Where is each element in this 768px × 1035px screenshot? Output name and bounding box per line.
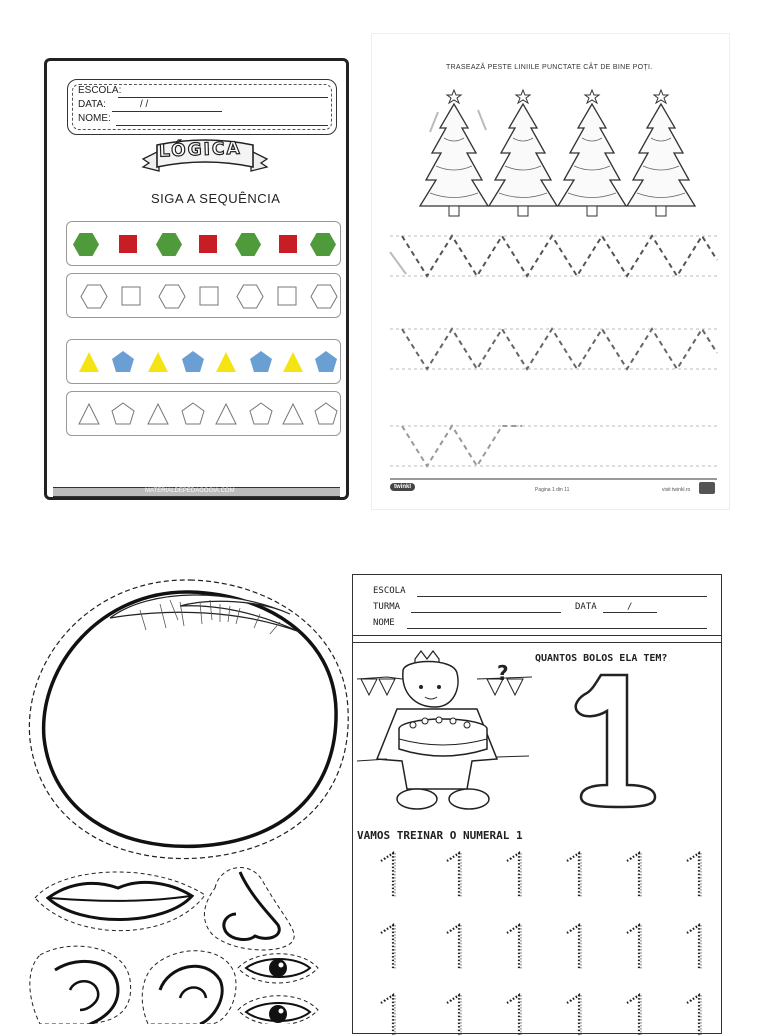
question: QUANTOS BOLOS ELA TEM?	[535, 653, 668, 664]
sequence-row-outline-1	[66, 273, 341, 318]
blue-pentagon	[250, 351, 272, 372]
sequence-row-colored-1	[66, 221, 341, 266]
green-hexagon	[156, 233, 182, 256]
nome-label: NOME:	[78, 113, 111, 124]
ear-left	[30, 946, 131, 1024]
yellow-triangle	[148, 352, 168, 372]
outline-square	[122, 287, 140, 305]
question-mark: ?	[497, 661, 509, 685]
eye-top	[238, 954, 318, 983]
numeral-tracing-grid	[353, 845, 721, 1035]
nome-label: NOME	[373, 618, 395, 628]
blue-pentagon	[182, 351, 204, 372]
christmas-trees	[402, 84, 712, 219]
nose	[204, 868, 294, 950]
escola-label: ESCOLA:	[78, 85, 122, 96]
face-cutout-sheet	[0, 570, 350, 1024]
numeral-worksheet: ESCOLA TURMA DATA / NOME QUANTOS BOLOS ELA TEM? ? VAMOS TREINAR O NUMERAL 1	[352, 574, 722, 1034]
big-numeral-1	[569, 667, 669, 812]
escola-label: ESCOLA	[373, 586, 406, 596]
outline-square	[200, 287, 218, 305]
student-info-box	[67, 79, 337, 135]
outline-hexagon	[311, 285, 337, 308]
sequence-row-colored-2	[66, 339, 341, 384]
red-square	[119, 235, 137, 253]
banner-title: LÓGICA	[158, 138, 242, 162]
data-slashes: / /	[140, 99, 149, 110]
eye-bottom	[238, 996, 318, 1024]
red-square	[279, 235, 297, 253]
blue-pentagon	[112, 351, 134, 372]
ear-right	[142, 951, 236, 1024]
tracing-title: TRASEAZĂ PESTE LINIILE PUNCTATE CÂT DE BINE POȚI.	[446, 64, 653, 71]
yellow-triangle	[216, 352, 236, 372]
site-text: visit twinkl.ro	[662, 487, 691, 493]
yellow-triangle	[283, 352, 303, 372]
outline-square	[278, 287, 296, 305]
tracing-zigzags	[372, 214, 731, 504]
face-outline	[29, 580, 348, 859]
green-hexagon	[73, 233, 99, 256]
sequence-row-outline-2	[66, 391, 341, 436]
green-hexagon	[235, 233, 261, 256]
outline-hexagon	[159, 285, 185, 308]
page-number: Pagina 1 din 11	[535, 487, 570, 493]
blue-pentagon	[315, 351, 337, 372]
data-label: DATA:	[78, 99, 106, 110]
turma-label: TURMA	[373, 602, 401, 612]
outline-hexagon	[237, 285, 263, 308]
logica-worksheet	[44, 58, 349, 500]
badge-icon	[699, 482, 715, 494]
train-label: VAMOS TREINAR O NUMERAL 1	[357, 829, 523, 842]
red-square	[199, 235, 217, 253]
data-label: DATA	[575, 602, 597, 612]
green-hexagon	[310, 233, 336, 256]
instruction: SIGA A SEQUÊNCIA	[151, 191, 281, 206]
tracing-worksheet	[371, 33, 730, 510]
footer-text: MATERIALDEPEDAGOGIA.COM	[145, 488, 235, 494]
yellow-triangle	[79, 352, 99, 372]
twinkl-logo: twinkl	[390, 483, 415, 491]
outline-hexagon	[81, 285, 107, 308]
lips	[35, 872, 205, 931]
child-cake-illustration	[357, 649, 557, 814]
